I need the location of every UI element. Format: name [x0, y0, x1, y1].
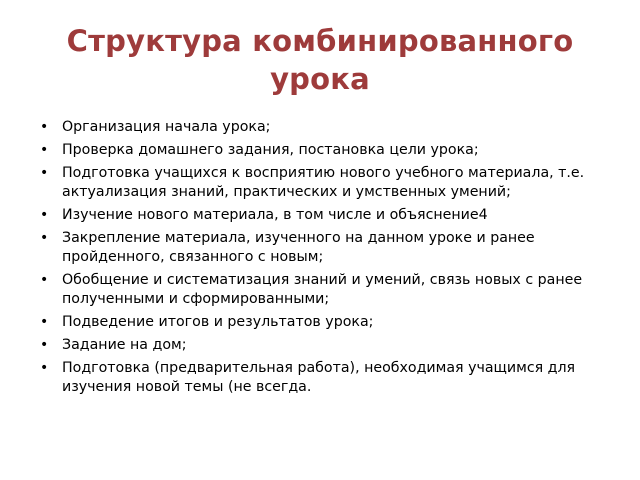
bullet-dot-icon: • — [40, 207, 49, 223]
bullet-item — [40, 313, 600, 332]
bullet-dot-icon: • — [40, 360, 49, 376]
bullet-item — [40, 359, 600, 397]
bullet-dot-icon: • — [40, 337, 49, 353]
bullet-item — [40, 164, 600, 202]
bullet-item — [40, 206, 600, 225]
bullet-dot-icon: • — [40, 230, 49, 246]
bullet-dot-icon: • — [40, 119, 49, 135]
bullet-dot-icon: • — [40, 272, 49, 288]
bullet-item — [40, 141, 600, 160]
bullet-item — [40, 336, 600, 355]
bullet-text: Подготовка учащихся к восприятию нового учебного материала, т.е. актуализация знаний, практических и умственных умений; — [62, 165, 585, 200]
bullet-text: Проверка домашнего задания, постановка цели урока; — [62, 142, 479, 158]
bullet-text: Организация начала урока; — [62, 119, 271, 135]
bullet-text: Обобщение и систематизация знаний и умений, связь новых с ранее полученными и сформированными; — [62, 272, 583, 307]
bullet-item — [40, 271, 600, 309]
bullet-text: Изучение нового материала, в том числе и объяснение4 — [62, 207, 488, 223]
bullet-text: Подготовка (предварительная работа), необходимая учащимся для изучения новой темы (не всегда. — [62, 360, 576, 395]
bullet-dot-icon: • — [40, 314, 49, 330]
slide-title: Структура комбинированного урока — [66, 24, 574, 96]
bullet-dot-icon: • — [40, 165, 49, 181]
bullet-item — [40, 229, 600, 267]
bullet-text: Подведение итогов и результатов урока; — [62, 314, 374, 330]
bullet-list — [40, 118, 600, 401]
bullet-text: Задание на дом; — [62, 337, 187, 353]
bullet-item — [40, 118, 600, 137]
bullet-dot-icon: • — [40, 142, 49, 158]
bullet-text: Закрепление материала, изученного на данном уроке и ранее пройденного, связанного с новым; — [62, 230, 535, 265]
